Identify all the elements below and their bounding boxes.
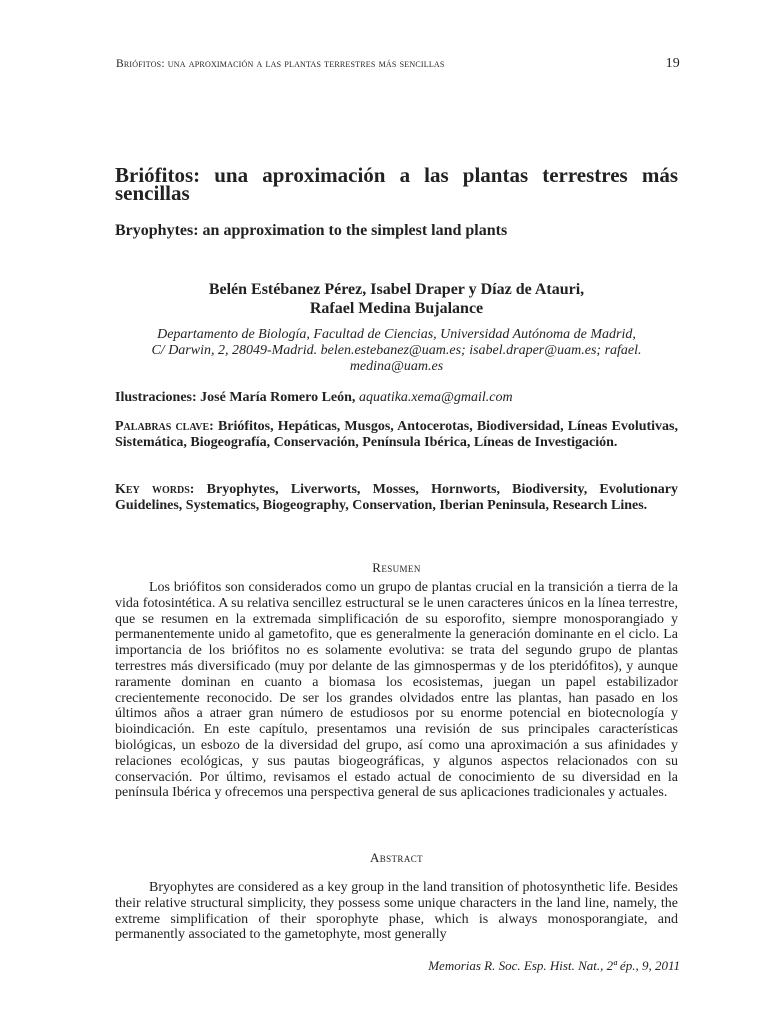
resumen-paragraph: Los briófitos son considerados como un grupo de plantas crucial en la transición a tierra de la vida fotosintética. A su relativa sencillez estructural se le unen caracteres únicos en la línea terrestre, que se resumen en la extremada simplificación de su esporofito, siempre monosporangiado y permanentemente unido al gametofito, que es generalmente la generación dominante en el ciclo. La importancia de los briófitos no es solamente evolutiva: se trata del segundo grupo de plantas terrestres más diversificado (muy por delante de las gimnospermas y de los pteridófitos), y aunque raramente dominan en cuanto a biomasa los ecosistemas, juegan un papel estabilizador crecientemente reconocido. De ser los grandes olvidados entre las plantas, han pasado en los últimos años a atraer gran número de estudiosos por su enorme potencial en biotecnología y bioindicación. En este capítulo, presentamos una revisión de sus principales características biológicas, un esbozo de la diversidad del grupo, así como una aproximación a sus afinidades y relaciones ecológicas, y sus pautas biogeográficas, y algunos aspectos relacionados con su conservación. Por último, revisamos el estado actual de conocimiento de su diversidad en la península Ibérica y ofrecemos una perspectiva general de sus aplicaciones tradicionales y actuales. (115, 580, 678, 801)
keywords-es (115, 419, 678, 451)
illustrations-credit (115, 390, 678, 406)
keywords-en-label: Key words: (115, 482, 195, 497)
article-title-en: Bryophytes: an approximation to the simplest land plants (115, 222, 508, 239)
authors-line-1: Belén Estébanez Pérez, Isabel Draper y Díaz de Atauri, (208, 281, 585, 298)
article-title-es: Briófitos: una aproximación a las plantas terrestres más sencillas (115, 163, 678, 205)
resumen-heading: Resumen (372, 560, 421, 575)
illustrations-label: Ilustraciones: José María Romero León, (115, 390, 356, 405)
running-header (116, 58, 680, 70)
abstract-heading: Abstract (369, 850, 424, 865)
affiliation-line-3: medina@uam.es (349, 359, 444, 374)
keywords-en (115, 482, 678, 514)
keywords-en-text: Bryophytes, Liverworts, Mosses, Hornworts, Biodiversity, Evolutionary Guidelines, Systematics, Biogeography, Conservation, Iberian Peninsula, Research Lines. (115, 482, 679, 513)
authors (115, 280, 678, 318)
affiliation-line-1: Departamento de Biología, Facultad de Ciencias, Universidad Autónoma de Madrid, (157, 327, 636, 342)
keywords-es-text: Briófitos, Hepáticas, Musgos, Antocerotas, Biodiversidad, Líneas Evolutivas, Sistemática, Biogeografía, Conservación, Península Ibérica, Líneas de Investigación. (115, 419, 679, 450)
abstract-paragraph: Bryophytes are considered as a key group in the land transition of photosynthetic life. Besides their relative structural simplicity, they possess some unique characters in the land line, namely, the extreme simplification of their sporophyte phase, which is always monosporangiate, and permanently associated to the gametophyte, most generally (115, 880, 678, 943)
running-title: Briófitos: una aproximación a las plantas terrestres más sencillas (116, 58, 445, 70)
illustrations-email: aquatika.xema@gmail.com (358, 390, 513, 405)
journal-citation: Memorias R. Soc. Esp. Hist. Nat., 2ª ép., 9, 2011 (428, 958, 680, 973)
authors-line-2: Rafael Medina Bujalance (309, 300, 484, 317)
keywords-es-label: Palabras clave: (115, 419, 214, 434)
affiliation-line-2: C/ Darwin, 2, 28049-Madrid. belen.estebanez@uam.es; isabel.draper@uam.es; rafael. (151, 343, 642, 358)
page-number: 19 (665, 56, 680, 71)
affiliation (115, 327, 678, 375)
